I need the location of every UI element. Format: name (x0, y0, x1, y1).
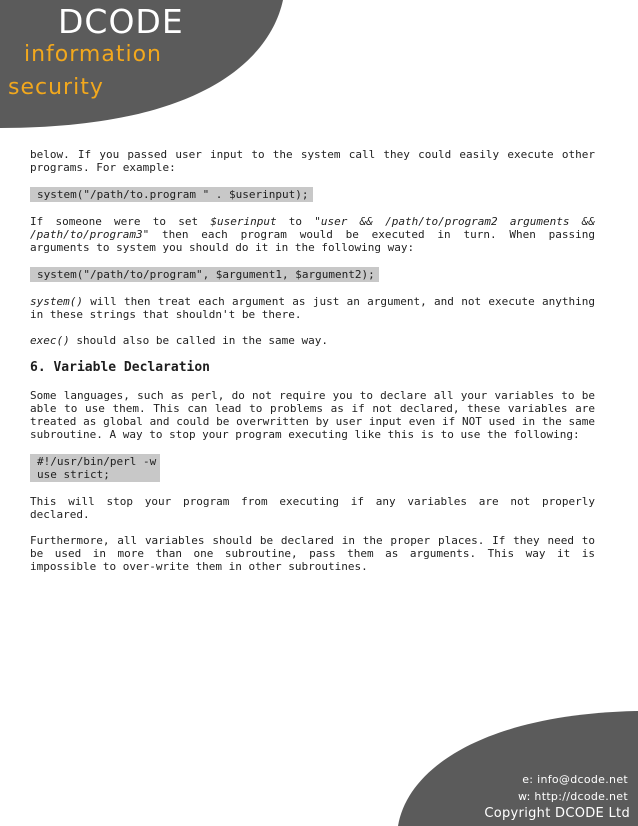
text: to " (276, 215, 321, 228)
footer-copyright: Copyright DCODE Ltd (484, 806, 630, 821)
paragraph (30, 295, 595, 321)
brand-tagline-line2: security (8, 75, 104, 100)
command-example: user && /path/to/program2 arguments && /path/to/program3 (30, 215, 595, 241)
paragraph: This will stop your program from executing if any variables are not properly declared. (30, 495, 595, 521)
paragraph: Furthermore, all variables should be declared in the proper places. If they need to be used in more than one subroutine, pass them as arguments. This way it is impossible to over-write them in other subroutines. (30, 534, 595, 573)
footer-email: e: info@dcode.net (522, 773, 628, 786)
brand-logo-text: DCODE (58, 2, 184, 41)
function-name: exec() (30, 334, 70, 347)
text: will then treat each argument as just an argument, and not execute anything in these strings that shouldn't be there. (30, 295, 595, 321)
brand-tagline-line1: information (24, 42, 162, 67)
section-heading: 6. Variable Declaration (30, 360, 211, 375)
text: " then each program would be executed in turn. When passing arguments to system you should do it in the following way: (30, 228, 595, 254)
code-snippet: system("/path/to.program " . $userinput); (30, 187, 313, 202)
footer-website: w: http://dcode.net (517, 790, 628, 803)
text: If someone were to set (30, 215, 211, 228)
paragraph (30, 334, 595, 347)
paragraph (30, 215, 595, 254)
text: should also be called in the same way. (69, 334, 329, 347)
document-body (30, 148, 595, 586)
code-snippet: system("/path/to/program", $argument1, $argument2); (30, 267, 379, 282)
paragraph: Some languages, such as perl, do not require you to declare all your variables to be able to use them. This can lead to problems as if not declared, these variables are treated as global and could be overwritten by user input even if NOT used in the same subroutine. A way to stop your program executing like this is to use the following: (30, 389, 595, 441)
variable-name: $userinput (210, 215, 277, 228)
function-name: system() (30, 295, 83, 308)
paragraph: below. If you passed user input to the system call they could easily execute other programs. For example: (30, 148, 595, 174)
code-snippet: #!/usr/bin/perl -w use strict; (30, 454, 160, 482)
